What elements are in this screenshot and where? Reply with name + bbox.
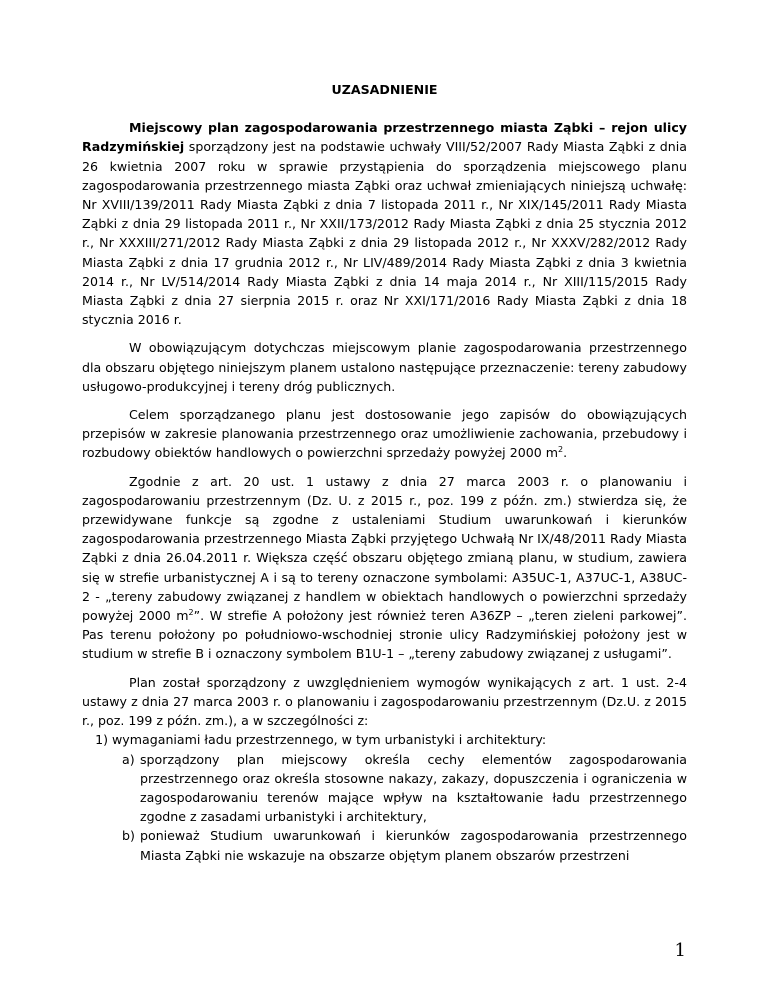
sub-list-item [112,826,687,864]
superscript: 2 [558,445,564,455]
page-number: 1 [674,940,686,961]
list-item [82,730,687,864]
sub-list-item [112,750,687,827]
legal-basis-text: sporządzony jest na podstawie uchwały VIII/52/2007 Rady Miasta Ząbki z dnia 26 kwietnia 2007 roku w sprawie przystąpienia do sporządzenia miejscowego planu zagospodarowania przestrzennego miasta Ząbki oraz uchwał zmieniających niniejszą uchwałę: Nr XVIII/139/2011 Rady Miasta Ząbki z dnia 7 listopada 2011 r., Nr XIX/145/2011 Rady Miasta Ząbki z dnia 29 listopada 2011 r., Nr XXII/173/2012 Rady Miasta Ząbki z dnia 25 stycznia 2012 r., Nr XXXIII/271/2012 Rady Miasta Ząbki z dnia 29 listopada 2012 r., Nr XXXV/282/2012 Rady Miasta Ząbki z dnia 17 grudnia 2012 r., Nr LIV/489/2014 Rady Miasta Ząbki z dnia 3 kwietnia 2014 r., Nr LV/514/2014 Rady Miasta Ząbki z dnia 14 maja 2014 r., Nr XIII/115/2015 Rady Miasta Ząbki z dnia 27 sierpnia 2015 r. oraz Nr XXI/171/2016 Rady Miasta Ząbki z dnia 18 stycznia 2016 r. [82,139,687,328]
paragraph-legal-basis [82,118,687,329]
sub-list-letter: b) [122,828,135,844]
plan-name: Miejscowy plan zagospodarowania przestrzennego miasta Ząbki – rejon ulicy Radzymińskiej [82,120,687,155]
sub-list-text: sporządzony plan miejscowy określa cechy elementów zagospodarowania przestrzennego oraz określa stosowne nakazy, zakazy, dopuszczenia i ograniczenia w zagospodarowaniu terenów mające wpływ na kształtowanie ładu przestrzennego zgodne z zasadami urbanistyki i architektury, [140,751,687,825]
sub-list-letter: a) [122,751,135,767]
sub-list-text: ponieważ Studium uwarunkowań i kierunków zagospodarowania przestrzennego Miasta Ząbki nie wskazuje na obszarze objętym planem obszarów przestrzeni [140,828,687,863]
sub-list [112,750,687,865]
paragraph-requirements: Plan został sporządzony z uwzględnieniem wymogów wynikających z art. 1 ust. 2-4 ustawy z dnia 27 marca 2003 r. o planowaniu i zagospodarowaniu przestrzennym (Dz.U. z 2015 r., poz. 199 z późn. zm.), a w szczególności z: [82,674,687,729]
paragraph-plan-goal [82,405,687,463]
plan-goal-text: Celem sporządzanego planu jest dostosowanie jego zapisów do obowiązujących przepisów w zakresie planowania przestrzennego oraz umożliwienie zachowania, przebudowy i rozbudowy obiektów handlowych o powierzchni sprzedaży powyżej 2000 m [82,407,687,461]
document-body [82,80,687,865]
superscript: 2 [188,607,194,617]
paragraph-previous-plan: W obowiązującym dotychczas miejscowym planie zagospodarowania przestrzennego dla obszaru objętego niniejszym planem ustalono następujące przeznaczenie: tereny zabudowy usługowo-produkcyjnej i tereny dróg publicznych. [82,340,687,394]
plan-goal-end: . [563,445,568,461]
document-title: UZASADNIENIE [331,82,438,97]
requirements-list [82,730,687,864]
study-compliance-text-a: Zgodnie z art. 20 ust. 1 ustawy z dnia 27 marca 2003 r. o planowaniu i zagospodarowaniu przestrzennym (Dz. U. z 2015 r., poz. 199 z późn. zm.) stwierdza się, że przewidywane funkcje są zgodne z ustaleniami Studium uwarunkowań i kierunków zagospodarowania przestrzennego Miasta Ząbki przyjętego Uchwałą Nr IX/48/2011 Rady Miasta Ząbki z dnia 26.04.2011 r. Większa część obszaru objętego zmianą planu, w studium, zawiera się w strefie urbanistycznej A i są to tereny oznaczone symbolami: A35UC-1, A37UC-1, A38UC-2 - „tereny zabudowy związanej z handlem w obiektach handlowych o powierzchni sprzedaży powyżej 2000 m [82,473,687,624]
paragraph-study-compliance [82,472,687,664]
list-item-text: wymaganiami ładu przestrzennego, w tym urbanistyki i architektury: [112,732,547,748]
list-item-number: 1) [95,732,108,748]
study-compliance-text-b: ”. W strefie A położony jest również teren A36ZP – „teren zieleni parkowej”. Pas terenu położony po południowo-wschodniej stronie ulicy Radzymińskiej położony jest w studium w strefie B i oznaczony symbolem B1U-1 – „tereny zabudowy związanej z usługami”. [82,608,687,662]
